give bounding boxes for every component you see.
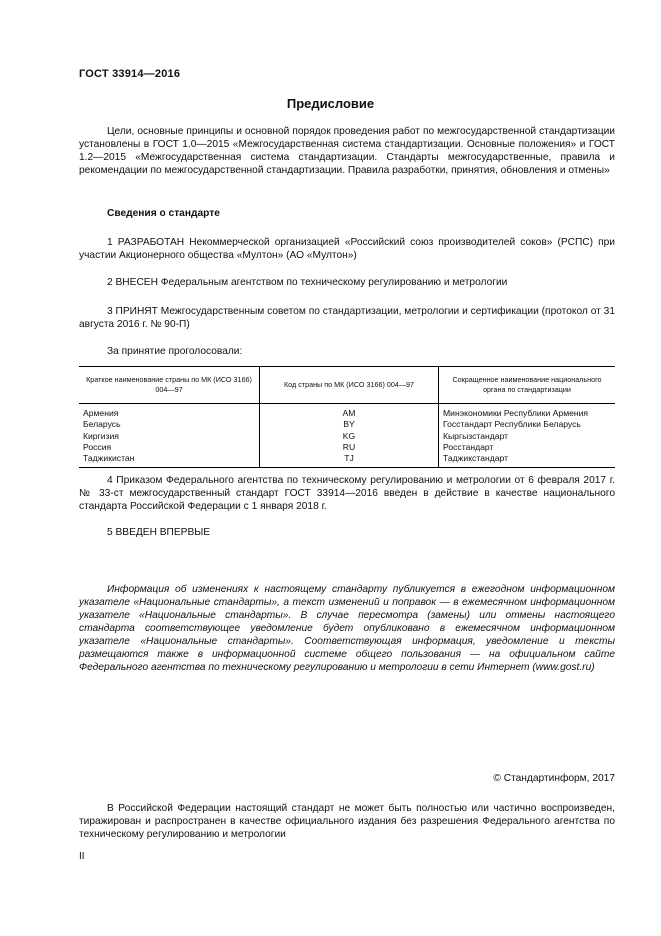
standards-body: Минэкономики Республики Армения bbox=[439, 404, 616, 420]
item-3-adopted: 3 ПРИНЯТ Межгосударственным советом по стандартизации, метрологии и сертификации (протокол от 31 августа 2016 г. № 90-П) bbox=[79, 306, 615, 330]
table-row bbox=[79, 453, 615, 468]
document-header: ГОСТ 33914—2016 bbox=[79, 68, 181, 80]
table-header-row bbox=[79, 367, 615, 404]
country-code: KG bbox=[260, 431, 439, 442]
item-2-submitted: 2 ВНЕСЕН Федеральным агентством по техническому регулированию и метрологии bbox=[107, 277, 508, 288]
item-1-developed: 1 РАЗРАБОТАН Некоммерческой организацией «Российский союз производителей соков» (РСПС) при участии Акционерного общества «Мултон» (АО «Мултон») bbox=[79, 237, 615, 261]
copyright: © Стандартинформ, 2017 bbox=[493, 773, 615, 784]
table-row bbox=[79, 431, 615, 442]
table-row bbox=[79, 442, 615, 453]
standards-body: Кыргызстандарт bbox=[439, 431, 616, 442]
country-name: Беларусь bbox=[83, 419, 121, 430]
info-heading: Сведения о стандарте bbox=[107, 208, 220, 219]
header-standards-body: Сокращенное наименование национального органа по стандартизации bbox=[439, 367, 616, 404]
country-code: RU bbox=[260, 442, 439, 453]
country-code: AM bbox=[260, 404, 439, 420]
standards-body: Госстандарт Республики Беларусь bbox=[439, 419, 616, 430]
country-code: BY bbox=[260, 419, 439, 430]
voting-table bbox=[79, 366, 615, 468]
item-4-enacted: 4 Приказом Федерального агентства по техническому регулированию и метрологии от 6 февраля 2017 г. № 33-ст межгосударственный стандарт ГОСТ 33914—2016 введен в действие в качестве национального стандарта Российской Федерации с 1 января 2018 г. bbox=[79, 475, 615, 512]
reproduction-rights: В Российской Федерации настоящий стандарт не может быть полностью или частично воспроизведен, тиражирован и распространен в качестве официального издания без разрешения Федерального агентства по техническому регулированию и метрологии bbox=[79, 803, 615, 840]
header-country-code: Код страны по МК (ИСО 3166) 004—97 bbox=[260, 367, 439, 404]
table-row bbox=[79, 404, 615, 420]
standards-body: Таджикстандарт bbox=[439, 453, 616, 468]
page-title: Предисловие bbox=[286, 96, 375, 111]
item-5-first-introduced: 5 ВВЕДЕН ВПЕРВЫЕ bbox=[107, 527, 211, 538]
country-name: Армения bbox=[83, 408, 119, 418]
vote-label: За принятие проголосовали: bbox=[107, 346, 243, 357]
header-country-name: Краткое наименование страны по МК (ИСО 3166) 004—97 bbox=[79, 367, 260, 404]
country-name: Киргизия bbox=[83, 430, 119, 441]
intro-paragraph: Цели, основные принципы и основной порядок проведения работ по межгосударственной стандартизации установлены в ГОСТ 1.0—2015 «Межгосударственная система стандартизации. Основные положения» и ГОСТ 1.2—2015 «Межгосударственная система стандартизации. Стандарты межгосударственные, правила и рекомендации по межгосударственной стандартизации. Правила разработки, принятия, обновления и отмены» bbox=[79, 126, 615, 176]
country-code: TJ bbox=[260, 453, 439, 468]
page-number: II bbox=[79, 851, 85, 862]
standards-body: Росстандарт bbox=[439, 442, 616, 453]
table-row bbox=[79, 419, 615, 430]
changes-notice: Информация об изменениях к настоящему стандарту публикуется в ежегодном информационном указателе «Национальные стандарты», а текст изменений и поправок — в ежемесячном информационном указателе «Национальные стандарты». В случае пересмотра (замены) или отмены настоящего стандарта соответствующее уведомление будет опубликовано в ежемесячном информационном указателе «Национальные стандарты». Соответствующая информация, уведомление и тексты размещаются также в информационной системе общего пользования — на официальном сайте Федерального агентства по техническому регулированию и метрологии в сети Интернет (www.gost.ru) bbox=[79, 584, 615, 673]
country-name: Таджикистан bbox=[79, 453, 260, 468]
country-name: Россия bbox=[83, 441, 112, 452]
